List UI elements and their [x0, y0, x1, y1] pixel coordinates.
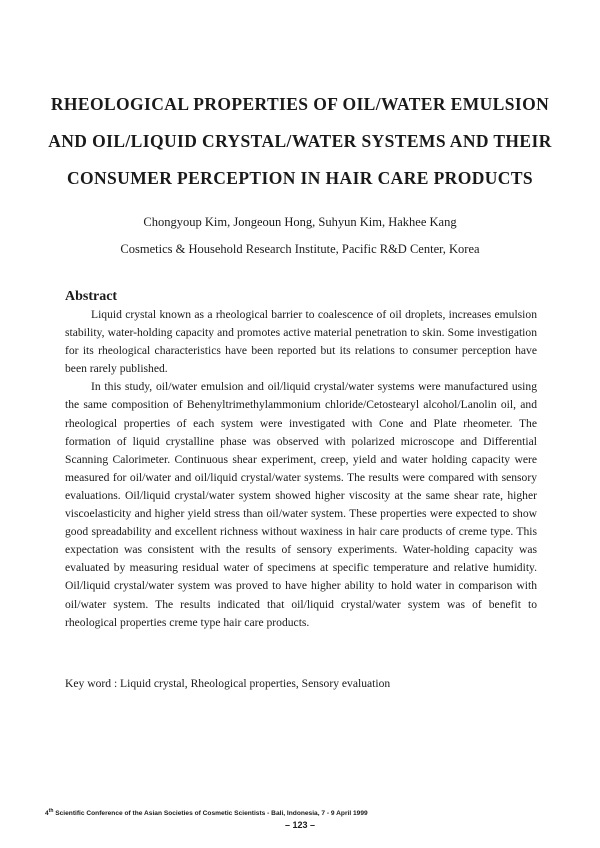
page-number: – 123 –: [284, 820, 316, 830]
affiliation: Cosmetics & Household Research Institute, Pacific R&D Center, Korea: [120, 242, 480, 256]
conference-footer: [45, 808, 368, 817]
footer-ordinal: 4: [45, 810, 49, 818]
footer-ordinal-suffix: th: [48, 808, 54, 814]
author-list: Chongyoup Kim, Jongeoun Hong, Suhyun Kim, Hakhee Kang: [143, 215, 457, 229]
paper-title: [40, 86, 560, 197]
footer-conference-text: Scientific Conference of the Asian Societies of Cosmetic Scientists - Bali, Indonesia, 7 - 9 April 1999: [53, 810, 368, 818]
abstract-body: [65, 306, 537, 632]
abstract-paragraph-1: Liquid crystal known as a rheological barrier to coalescence of oil droplets, increases emulsion stability, water-holding capacity and promotes active material penetration to skin. Some investigation for its rheological characteristics have been reported but its relations to consumer perception have been rarely published.: [65, 308, 537, 376]
title-line-3: CONSUMER PERCEPTION IN HAIR CARE PRODUCTS: [66, 168, 534, 188]
keywords: Key word : Liquid crystal, Rheological properties, Sensory evaluation: [65, 677, 391, 690]
title-line-2: AND OIL/LIQUID CRYSTAL/WATER SYSTEMS AND THEIR: [48, 131, 552, 151]
abstract-paragraph-2: In this study, oil/water emulsion and oil/liquid crystal/water systems were manufactured using the same composition of Behenyltrimethylammonium chloride/Cetostearyl alcohol/Lanolin oil, and rheological properties of each system were investigated with Cone and Plate rheometer. The formation of liquid crystalline phase was observed with polarized microscope and Differential Scanning Calorimeter. Continuous shear experiment, creep, yield and water holding capacity were measured for oil/water and oil/liquid crystal/water systems. The results were compared with sensory evaluations. Oil/liquid crystal/water system showed higher viscosity at the same shear rate, higher viscoelasticity and higher yield stress than oil/water system. These properties were expected to show good spreadability and excellent richness without waxiness in hair care products of creme type. This expectation was consistent with the results of sensory experiments. Water-holding capacity was evaluated by measuring residual water of specimens at specific temperature and relative humidity. Oil/liquid crystal/water system was proved to have higher ability to hold water in comparison with oil/water system. The results indicated that oil/liquid crystal/water system was of benefit to rheological properties creme type hair care products.: [65, 380, 537, 629]
abstract-heading: Abstract: [65, 289, 118, 304]
title-line-1: RHEOLOGICAL PROPERTIES OF OIL/WATER EMULSION: [50, 94, 550, 114]
